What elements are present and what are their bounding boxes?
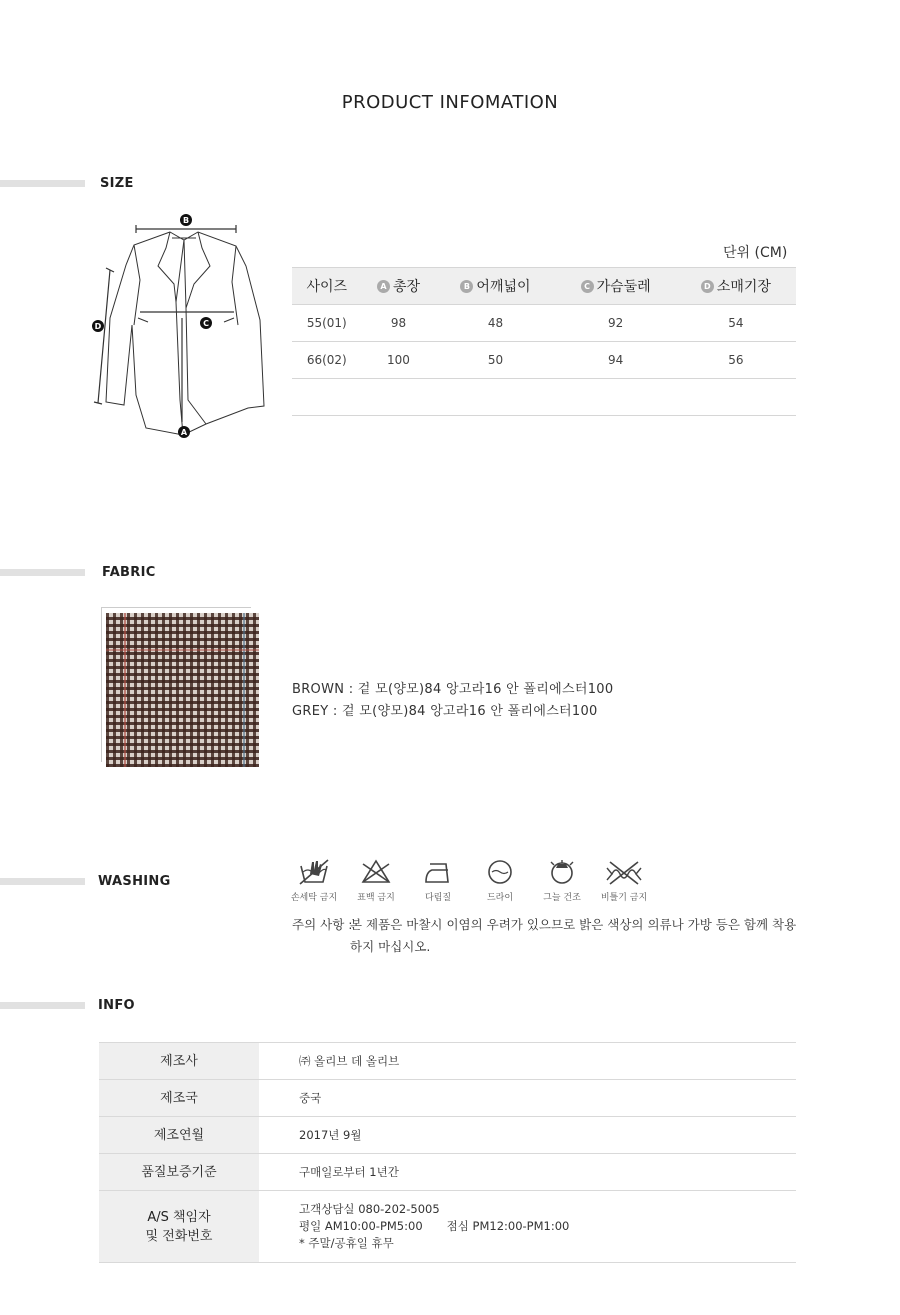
info-value: 구매일로부터 1년간 xyxy=(259,1154,796,1191)
unit-label: 단위 (CM) xyxy=(723,245,788,261)
fabric-grey: GREY : 겉 모(양모)84 앙고라16 안 폴리에스터100 xyxy=(292,704,598,719)
size-section-label: SIZE xyxy=(100,176,134,191)
info-value: ㈜ 올리브 데 올리브 xyxy=(259,1043,796,1080)
table-row xyxy=(99,1043,796,1080)
as-holiday: * 주말/공휴일 휴무 xyxy=(299,1236,394,1250)
table-cell: 92 xyxy=(556,305,676,342)
info-value xyxy=(259,1191,796,1263)
table-row xyxy=(292,305,796,342)
badge-c-icon: C xyxy=(581,280,594,293)
as-hours xyxy=(299,1218,796,1235)
marker-b-label: B xyxy=(182,216,190,225)
col-chest: C 가슴둘레 xyxy=(556,268,676,305)
as-phone: 고객상담실 080-202-5005 xyxy=(299,1202,440,1216)
size-table xyxy=(292,267,796,416)
table-row xyxy=(99,1117,796,1154)
col-length: A 총장 xyxy=(362,268,436,305)
washing-section-label: WASHING xyxy=(98,874,171,889)
table-row xyxy=(99,1080,796,1117)
table-cell-empty xyxy=(292,379,796,416)
info-label xyxy=(99,1191,259,1263)
table-cell: 54 xyxy=(676,305,796,342)
marker-a-label: A xyxy=(180,428,188,437)
garment-diagram xyxy=(88,210,268,445)
col-sleeve: D 소매기장 xyxy=(676,268,796,305)
table-row-empty xyxy=(292,379,796,416)
size-section-bar xyxy=(0,180,85,187)
info-label: 제조연월 xyxy=(99,1117,259,1154)
info-label: 제조국 xyxy=(99,1080,259,1117)
info-label: 제조사 xyxy=(99,1043,259,1080)
caution-label: 주의 사항 : xyxy=(292,917,353,932)
table-cell: 98 xyxy=(362,305,436,342)
col-size: 사이즈 xyxy=(292,268,362,305)
shade-dry-icon xyxy=(532,858,592,903)
table-row xyxy=(292,342,796,379)
dry-clean-icon xyxy=(470,858,530,903)
caution-text: 본 제품은 마찰시 이염의 우려가 있으므로 밝은 색상의 의류나 가방 등은 함께 착용하지 마십시오. xyxy=(350,917,797,954)
table-cell: 66(02) xyxy=(292,342,362,379)
as-lunch: 점심 PM12:00-PM1:00 xyxy=(446,1219,570,1233)
table-cell: 100 xyxy=(362,342,436,379)
info-table xyxy=(99,1042,796,1263)
badge-b-icon: B xyxy=(460,280,473,293)
fabric-section-bar xyxy=(0,569,85,576)
badge-d-icon: D xyxy=(701,280,714,293)
as-weekday: 평일 AM10:00-PM5:00 xyxy=(299,1219,423,1233)
as-label-line2: 및 전화번호 xyxy=(145,1228,213,1244)
wash-caption: 드라이 xyxy=(486,893,514,903)
table-cell: 50 xyxy=(435,342,555,379)
marker-c-label: C xyxy=(203,319,209,328)
table-row xyxy=(99,1154,796,1191)
table-cell: 56 xyxy=(676,342,796,379)
wash-caption: 다림질 xyxy=(424,893,452,903)
page-title: PRODUCT INFOMATION xyxy=(341,92,559,113)
info-section-bar xyxy=(0,1002,85,1009)
info-label: 품질보증기준 xyxy=(99,1154,259,1191)
wash-caption: 표백 금지 xyxy=(357,893,395,903)
fabric-swatch-image xyxy=(106,613,259,767)
fabric-section-label: FABRIC xyxy=(102,565,156,580)
as-label-line1: A/S 책임자 xyxy=(147,1209,211,1225)
marker-d-label: D xyxy=(94,322,102,331)
badge-a-icon: A xyxy=(377,280,390,293)
size-table-header xyxy=(292,268,796,305)
table-cell: 94 xyxy=(556,342,676,379)
wash-caption: 비틀기 금지 xyxy=(600,893,648,903)
table-cell: 55(01) xyxy=(292,305,362,342)
hand-wash-prohibited-icon xyxy=(284,858,344,903)
wash-caption: 손세탁 금지 xyxy=(290,893,338,903)
wash-caption: 그늘 건조 xyxy=(543,893,581,903)
fabric-brown: BROWN : 겉 모(양모)84 앙고라16 안 폴리에스터100 xyxy=(292,682,614,697)
info-section-label: INFO xyxy=(98,998,135,1013)
wring-prohibited-icon xyxy=(594,858,654,903)
bleach-prohibited-icon xyxy=(346,858,406,903)
ironing-icon xyxy=(408,858,468,903)
washing-section-bar xyxy=(0,878,85,885)
table-cell: 48 xyxy=(435,305,555,342)
table-row xyxy=(99,1191,796,1263)
col-shoulder: B 어깨넓이 xyxy=(435,268,555,305)
info-value: 2017년 9월 xyxy=(259,1117,796,1154)
info-value: 중국 xyxy=(259,1080,796,1117)
